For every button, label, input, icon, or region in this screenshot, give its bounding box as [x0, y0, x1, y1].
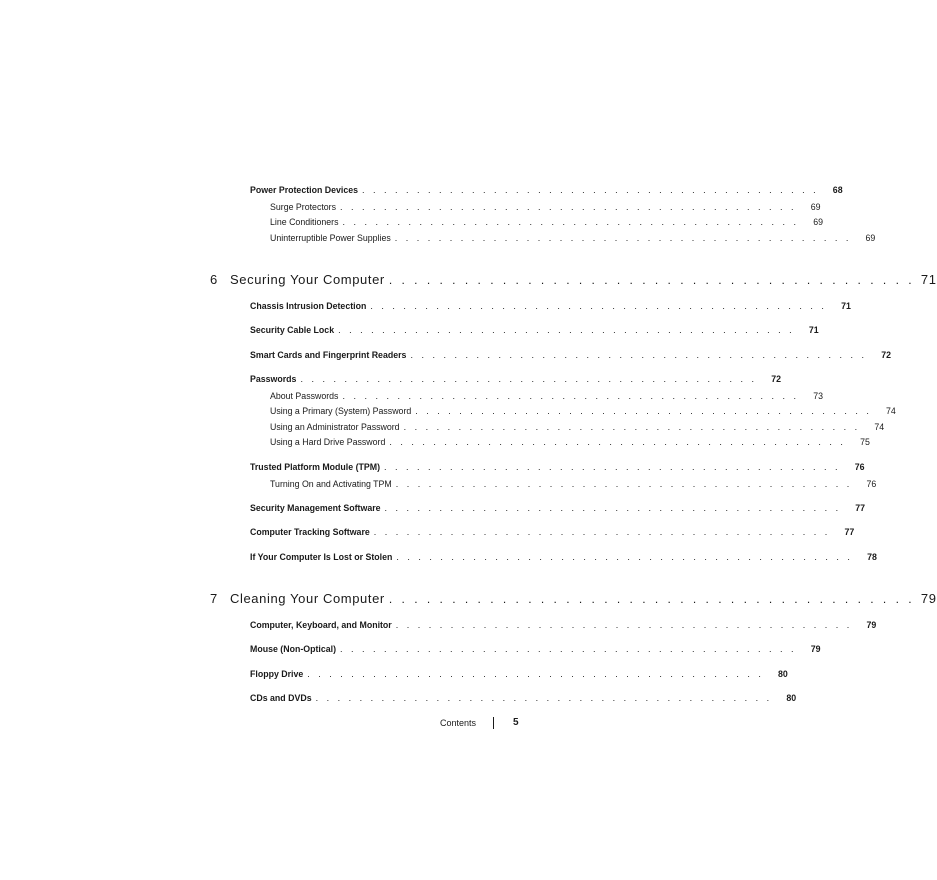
footer-divider [493, 717, 494, 729]
entry-title: Trusted Platform Module (TPM) [250, 462, 380, 472]
toc-entry-floppy[interactable] [250, 669, 788, 679]
dot-leader: . . . . . . . . . . . . . . . . . . . . . . . . . . . . . . . . . . . . . . . . . . [340, 644, 797, 654]
entry-title: CDs and DVDs [250, 693, 312, 703]
page-number: 69 [865, 233, 876, 243]
dot-leader: . . . . . . . . . . . . . . . . . . . . . . . . . . . . . . . . . . . . . . . . . . [395, 479, 853, 489]
entry-title: Passwords [250, 374, 297, 384]
page-number: 76 [866, 479, 877, 489]
toc-entry-cds-dvds[interactable] [250, 693, 797, 703]
chapter-title: Securing Your Computer [230, 272, 385, 287]
toc-subentry-line-conditioners[interactable] [270, 217, 824, 227]
toc-entry-smart-cards[interactable] [250, 350, 891, 360]
dot-leader: . . . . . . . . . . . . . . . . . . . . . . . . . . . . . . . . . . . . . . . . . . [395, 620, 853, 630]
dot-leader: . . . . . . . . . . . . . . . . . . . . . . . . . . . . . . . . . . . . . . . . . . [403, 422, 861, 432]
entry-title: Smart Cards and Fingerprint Readers [250, 350, 407, 360]
entry-title: Security Management Software [250, 503, 381, 513]
page-number: 75 [860, 437, 870, 447]
page-number: 74 [886, 406, 896, 416]
page-number: 74 [874, 422, 885, 432]
dot-leader: . . . . . . . . . . . . . . . . . . . . . . . . . . . . . . . . . . . . . . . . . . [338, 325, 795, 335]
dot-leader: . . . . . . . . . . . . . . . . . . . . . . . . . . . . . . . . . . . . . . . . . . [362, 185, 819, 195]
toc-entry-power-protection[interactable] [250, 185, 843, 195]
page-number: 68 [832, 185, 843, 195]
page-number: 80 [778, 669, 788, 679]
dot-leader: . . . . . . . . . . . . . . . . . . . . . . . . . . . . . . . . . . . . . . . . . . [342, 391, 800, 401]
entry-title: Surge Protectors [270, 202, 337, 212]
dot-leader: . . . . . . . . . . . . . . . . . . . . . . . . . . . . . . . . . . . . . . . . . . [394, 233, 852, 243]
page-number: 71 [841, 301, 851, 311]
page-number: 79 [866, 620, 877, 630]
entry-title: Computer, Keyboard, and Monitor [250, 620, 392, 630]
dot-leader: . . . . . . . . . . . . . . . . . . . . . . . . . . . . . . . . . . . . . . . . . . [384, 462, 841, 472]
dot-leader: . . . . . . . . . . . . . . . . . . . . . . . . . . . . . . . . . . . . . . . . . . [342, 217, 800, 227]
toc-entry-mouse[interactable] [250, 644, 821, 654]
dot-leader: . . . . . . . . . . . . . . . . . . . . . . . . . . . . . . . . . . . . . . . . . . [300, 374, 757, 384]
toc-subentry-surge-protectors[interactable] [270, 202, 821, 212]
entry-title: Using an Administrator Password [270, 422, 400, 432]
chapter-number: 7 [210, 591, 218, 606]
page-number: 79 [810, 644, 821, 654]
entry-title: Floppy Drive [250, 669, 304, 679]
page-number: 71 [808, 325, 819, 335]
entry-title: Using a Hard Drive Password [270, 437, 386, 447]
toc-entry-chassis-intrusion[interactable] [250, 301, 851, 311]
dot-leader: . . . . . . . . . . . . . . . . . . . . . . . . . . . . . . . . . . . . . . . . . . [307, 669, 764, 679]
toc-entry-security-cable[interactable] [250, 325, 819, 335]
toc-chapter-7[interactable] [210, 591, 937, 606]
dot-leader: . . . . . . . . . . . . . . . . . . . . . . . . . . . . . . . . . . . . . . . . . . [388, 592, 915, 606]
toc-subentry-admin-password[interactable] [270, 422, 885, 432]
dot-leader: . . . . . . . . . . . . . . . . . . . . . . . . . . . . . . . . . . . . . . . . . . [410, 350, 867, 360]
page-number: 69 [810, 202, 821, 212]
toc-subentry-hard-drive-password[interactable] [270, 437, 870, 447]
page-number: 77 [855, 503, 866, 513]
entry-title: About Passwords [270, 391, 339, 401]
dot-leader: . . . . . . . . . . . . . . . . . . . . . . . . . . . . . . . . . . . . . . . . . . [396, 552, 853, 562]
entry-title: Turning On and Activating TPM [270, 479, 392, 489]
page-number: 72 [881, 350, 891, 360]
entry-title: Security Cable Lock [250, 325, 335, 335]
entry-title: Mouse (Non-Optical) [250, 644, 337, 654]
toc-entry-passwords[interactable] [250, 374, 781, 384]
toc-chapter-6[interactable] [210, 272, 937, 287]
chapter-number: 6 [210, 272, 218, 287]
page-number: 73 [813, 391, 824, 401]
page-number: 79 [920, 591, 937, 606]
entry-title: If Your Computer Is Lost or Stolen [250, 552, 393, 562]
entry-title: Using a Primary (System) Password [270, 406, 412, 416]
dot-leader: . . . . . . . . . . . . . . . . . . . . . . . . . . . . . . . . . . . . . . . . . . [373, 527, 831, 537]
page-number: 78 [867, 552, 877, 562]
page-number: 76 [854, 462, 865, 472]
page-number: 77 [844, 527, 855, 537]
toc-entry-tpm[interactable] [250, 462, 865, 472]
dot-leader: . . . . . . . . . . . . . . . . . . . . . . . . . . . . . . . . . . . . . . . . . . [315, 693, 773, 703]
entry-title: Line Conditioners [270, 217, 339, 227]
footer-section-label: Contents [440, 718, 477, 728]
dot-leader: . . . . . . . . . . . . . . . . . . . . . . . . . . . . . . . . . . . . . . . . . . [389, 437, 846, 447]
dot-leader: . . . . . . . . . . . . . . . . . . . . . . . . . . . . . . . . . . . . . . . . . . [415, 406, 872, 416]
footer-page-number: 5 [513, 717, 519, 728]
page-number: 80 [786, 693, 797, 703]
toc-subentry-ups[interactable] [270, 233, 876, 243]
entry-title: Uninterruptible Power Supplies [270, 233, 391, 243]
page-number: 71 [920, 272, 937, 287]
entry-title: Computer Tracking Software [250, 527, 370, 537]
toc-entry-tracking-software[interactable] [250, 527, 855, 537]
chapter-title: Cleaning Your Computer [230, 591, 385, 606]
page-number: 72 [771, 374, 781, 384]
page-footer [400, 717, 520, 731]
entry-title: Chassis Intrusion Detection [250, 301, 367, 311]
dot-leader: . . . . . . . . . . . . . . . . . . . . . . . . . . . . . . . . . . . . . . . . . . [388, 273, 915, 287]
toc-subentry-activating-tpm[interactable] [270, 479, 877, 489]
toc-entry-keyboard-monitor[interactable] [250, 620, 877, 630]
entry-title: Power Protection Devices [250, 185, 359, 195]
toc-entry-lost-stolen[interactable] [250, 552, 877, 562]
toc-subentry-primary-password[interactable] [270, 406, 896, 416]
dot-leader: . . . . . . . . . . . . . . . . . . . . . . . . . . . . . . . . . . . . . . . . . . [340, 202, 797, 212]
toc-entry-security-mgmt[interactable] [250, 503, 866, 513]
dot-leader: . . . . . . . . . . . . . . . . . . . . . . . . . . . . . . . . . . . . . . . . . . [384, 503, 842, 513]
dot-leader: . . . . . . . . . . . . . . . . . . . . . . . . . . . . . . . . . . . . . . . . . . [370, 301, 827, 311]
toc-subentry-about-passwords[interactable] [270, 391, 824, 401]
page-number: 69 [813, 217, 824, 227]
